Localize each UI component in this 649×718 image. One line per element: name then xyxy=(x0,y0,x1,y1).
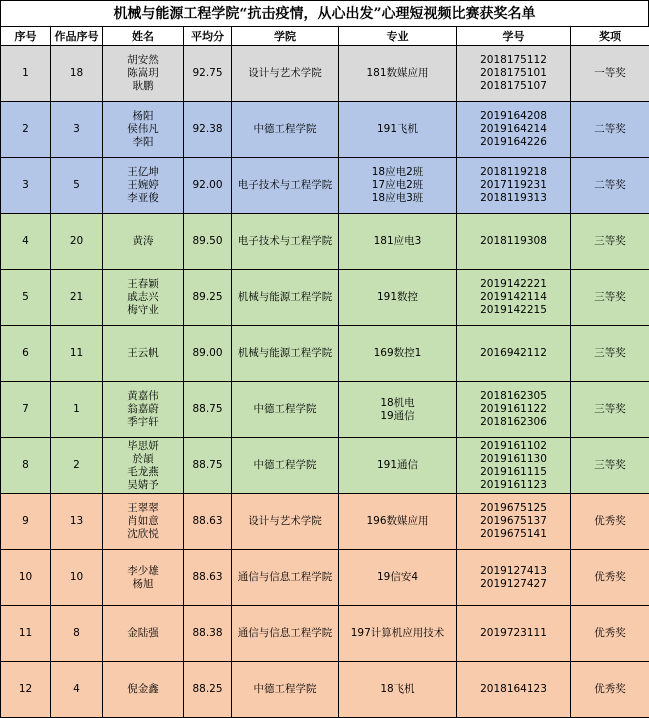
cell-names-line: 黄嘉伟 xyxy=(103,390,183,403)
cell-score: 92.00 xyxy=(184,158,232,214)
cell-student-ids-line: 2019161130 xyxy=(457,453,570,466)
cell-major-line: 18飞机 xyxy=(339,683,456,696)
cell-names-line: 吴婧予 xyxy=(103,479,183,492)
cell-names xyxy=(103,550,184,606)
cell-names-line: 肖如意 xyxy=(103,515,183,528)
cell-major-line: 191数控 xyxy=(339,291,456,304)
cell-student-ids xyxy=(457,550,571,606)
table-row xyxy=(1,550,649,606)
cell-names xyxy=(103,662,184,718)
cell-names-line: 戚志兴 xyxy=(103,291,183,304)
cell-names-line: 耿鹏 xyxy=(103,80,183,93)
cell-student-ids xyxy=(457,158,571,214)
cell-no: 11 xyxy=(1,606,51,662)
cell-no: 10 xyxy=(1,550,51,606)
cell-work-no: 21 xyxy=(51,270,103,326)
cell-student-ids-line: 2016942112 xyxy=(457,347,570,360)
cell-major-line: 181数媒应用 xyxy=(339,67,456,80)
cell-major-line: 169数控1 xyxy=(339,347,456,360)
header-work-no: 作品序号 xyxy=(51,27,103,46)
cell-work-no: 5 xyxy=(51,158,103,214)
cell-score: 88.75 xyxy=(184,438,232,494)
cell-names-line: 倪金鑫 xyxy=(103,683,183,696)
cell-work-no: 10 xyxy=(51,550,103,606)
cell-work-no: 8 xyxy=(51,606,103,662)
cell-major-line: 197计算机应用技术 xyxy=(339,627,456,640)
cell-student-ids-line: 2019164226 xyxy=(457,136,570,149)
cell-no: 4 xyxy=(1,214,51,270)
cell-student-ids-line: 2017119231 xyxy=(457,179,570,192)
cell-student-ids-line: 2019161102 xyxy=(457,440,570,453)
cell-student-ids-line: 2019164214 xyxy=(457,123,570,136)
cell-work-no: 13 xyxy=(51,494,103,550)
cell-student-ids xyxy=(457,438,571,494)
table-row xyxy=(1,494,649,550)
cell-major xyxy=(339,270,457,326)
cell-names xyxy=(103,494,184,550)
cell-major xyxy=(339,382,457,438)
cell-names-line: 黄涛 xyxy=(103,235,183,248)
cell-score: 89.25 xyxy=(184,270,232,326)
cell-major xyxy=(339,550,457,606)
cell-score: 88.25 xyxy=(184,662,232,718)
cell-names-line: 梅守业 xyxy=(103,304,183,317)
cell-student-ids xyxy=(457,326,571,382)
cell-student-ids-line: 2019164208 xyxy=(457,110,570,123)
header-name: 姓名 xyxy=(103,27,184,46)
cell-student-ids-line: 2019142114 xyxy=(457,291,570,304)
cell-award: 二等奖 xyxy=(571,158,649,214)
cell-student-ids-line: 2018175107 xyxy=(457,80,570,93)
cell-names-line: 翁嘉蔚 xyxy=(103,403,183,416)
cell-major xyxy=(339,326,457,382)
cell-names xyxy=(103,326,184,382)
cell-names xyxy=(103,382,184,438)
award-table xyxy=(0,26,649,718)
cell-student-ids-line: 2019142215 xyxy=(457,304,570,317)
table-row xyxy=(1,158,649,214)
table-row xyxy=(1,438,649,494)
cell-names-line: 胡安然 xyxy=(103,54,183,67)
cell-work-no: 11 xyxy=(51,326,103,382)
cell-work-no: 4 xyxy=(51,662,103,718)
cell-major-line: 17应电2班 xyxy=(339,179,456,192)
cell-names xyxy=(103,438,184,494)
cell-score: 88.75 xyxy=(184,382,232,438)
cell-student-ids xyxy=(457,102,571,158)
cell-names-line: 李阳 xyxy=(103,136,183,149)
table-row xyxy=(1,270,649,326)
cell-student-ids xyxy=(457,270,571,326)
cell-names xyxy=(103,606,184,662)
cell-work-no: 20 xyxy=(51,214,103,270)
cell-major xyxy=(339,102,457,158)
cell-student-ids-line: 2018175101 xyxy=(457,67,570,80)
cell-names-line: 金陆强 xyxy=(103,627,183,640)
cell-student-ids-line: 2019675125 xyxy=(457,502,570,515)
cell-major-line: 19通信 xyxy=(339,410,456,423)
cell-student-ids-line: 2019127413 xyxy=(457,565,570,578)
cell-major-line: 18机电 xyxy=(339,397,456,410)
cell-no: 2 xyxy=(1,102,51,158)
table-row xyxy=(1,606,649,662)
cell-student-ids-line: 2019161123 xyxy=(457,479,570,492)
header-score: 平均分 xyxy=(184,27,232,46)
cell-names xyxy=(103,158,184,214)
cell-names-line: 王春颖 xyxy=(103,278,183,291)
cell-no: 3 xyxy=(1,158,51,214)
cell-no: 9 xyxy=(1,494,51,550)
cell-names-line: 於頡 xyxy=(103,453,183,466)
cell-student-ids-line: 2018119308 xyxy=(457,235,570,248)
cell-major xyxy=(339,494,457,550)
cell-no: 5 xyxy=(1,270,51,326)
table-row xyxy=(1,102,649,158)
header-award: 奖项 xyxy=(571,27,649,46)
cell-college: 设计与艺术学院 xyxy=(232,46,339,102)
cell-names-line: 王翠翠 xyxy=(103,502,183,515)
table-row xyxy=(1,662,649,718)
cell-names-line: 王亿坤 xyxy=(103,166,183,179)
header-student-id: 学号 xyxy=(457,27,571,46)
cell-names-line: 杨阳 xyxy=(103,110,183,123)
cell-college: 机械与能源工程学院 xyxy=(232,270,339,326)
cell-student-ids-line: 2018162306 xyxy=(457,416,570,429)
cell-student-ids-line: 2019161115 xyxy=(457,466,570,479)
cell-student-ids-line: 2018119218 xyxy=(457,166,570,179)
cell-names-line: 陈嵩玥 xyxy=(103,67,183,80)
cell-student-ids xyxy=(457,662,571,718)
cell-student-ids-line: 2018164123 xyxy=(457,683,570,696)
cell-student-ids-line: 2019675137 xyxy=(457,515,570,528)
cell-student-ids-line: 2019675141 xyxy=(457,528,570,541)
cell-work-no: 1 xyxy=(51,382,103,438)
table-row xyxy=(1,382,649,438)
cell-no: 6 xyxy=(1,326,51,382)
cell-student-ids xyxy=(457,494,571,550)
cell-college: 电子技术与工程学院 xyxy=(232,214,339,270)
table-body xyxy=(1,46,649,718)
cell-student-ids xyxy=(457,46,571,102)
cell-award: 三等奖 xyxy=(571,438,649,494)
cell-no: 1 xyxy=(1,46,51,102)
cell-names-line: 李少雄 xyxy=(103,565,183,578)
cell-score: 92.38 xyxy=(184,102,232,158)
cell-award: 三等奖 xyxy=(571,326,649,382)
cell-major xyxy=(339,46,457,102)
cell-college: 中德工程学院 xyxy=(232,662,339,718)
cell-score: 89.00 xyxy=(184,326,232,382)
header-college: 学院 xyxy=(232,27,339,46)
cell-college: 中德工程学院 xyxy=(232,102,339,158)
cell-no: 7 xyxy=(1,382,51,438)
cell-award: 一等奖 xyxy=(571,46,649,102)
cell-work-no: 2 xyxy=(51,438,103,494)
cell-names-line: 侯伟凡 xyxy=(103,123,183,136)
cell-work-no: 3 xyxy=(51,102,103,158)
cell-names-line: 王云帆 xyxy=(103,347,183,360)
cell-work-no: 18 xyxy=(51,46,103,102)
cell-names-line: 王婉婷 xyxy=(103,179,183,192)
cell-student-ids xyxy=(457,382,571,438)
header-no: 序号 xyxy=(1,27,51,46)
cell-major xyxy=(339,606,457,662)
cell-student-ids-line: 2019142221 xyxy=(457,278,570,291)
cell-major-line: 18应电3班 xyxy=(339,192,456,205)
cell-college: 中德工程学院 xyxy=(232,382,339,438)
header-major: 专业 xyxy=(339,27,457,46)
cell-student-ids-line: 2018162305 xyxy=(457,390,570,403)
cell-college: 机械与能源工程学院 xyxy=(232,326,339,382)
cell-major-line: 181应电3 xyxy=(339,235,456,248)
cell-award: 优秀奖 xyxy=(571,494,649,550)
cell-major-line: 18应电2班 xyxy=(339,166,456,179)
table-row xyxy=(1,326,649,382)
cell-student-ids-line: 2019161122 xyxy=(457,403,570,416)
cell-major-line: 191通信 xyxy=(339,459,456,472)
cell-college: 通信与信息工程学院 xyxy=(232,606,339,662)
cell-student-ids-line: 2019127427 xyxy=(457,578,570,591)
cell-names xyxy=(103,270,184,326)
cell-major xyxy=(339,438,457,494)
cell-college: 中德工程学院 xyxy=(232,438,339,494)
cell-award: 三等奖 xyxy=(571,270,649,326)
cell-score: 88.63 xyxy=(184,550,232,606)
cell-names-line: 季宇轩 xyxy=(103,416,183,429)
cell-names xyxy=(103,102,184,158)
cell-names-line: 杨旭 xyxy=(103,578,183,591)
cell-student-ids xyxy=(457,606,571,662)
cell-award: 优秀奖 xyxy=(571,550,649,606)
cell-names-line: 毛龙燕 xyxy=(103,466,183,479)
cell-major-line: 191飞机 xyxy=(339,123,456,136)
cell-major xyxy=(339,662,457,718)
cell-major xyxy=(339,214,457,270)
cell-student-ids-line: 2019723111 xyxy=(457,627,570,640)
header-row xyxy=(1,27,649,46)
cell-score: 92.75 xyxy=(184,46,232,102)
cell-award: 二等奖 xyxy=(571,102,649,158)
cell-names xyxy=(103,214,184,270)
cell-score: 88.38 xyxy=(184,606,232,662)
cell-student-ids-line: 2018119313 xyxy=(457,192,570,205)
sheet-title: 机械与能源工程学院“抗击疫情，从心出发”心理短视频比赛获奖名单 xyxy=(0,0,649,26)
cell-major-line: 196数媒应用 xyxy=(339,515,456,528)
cell-award: 三等奖 xyxy=(571,382,649,438)
cell-award: 三等奖 xyxy=(571,214,649,270)
cell-college: 电子技术与工程学院 xyxy=(232,158,339,214)
cell-award: 优秀奖 xyxy=(571,606,649,662)
cell-college: 通信与信息工程学院 xyxy=(232,550,339,606)
table-row xyxy=(1,46,649,102)
cell-score: 89.50 xyxy=(184,214,232,270)
cell-major-line: 19信安4 xyxy=(339,571,456,584)
cell-names-line: 沈欣悦 xyxy=(103,528,183,541)
cell-college: 设计与艺术学院 xyxy=(232,494,339,550)
cell-no: 12 xyxy=(1,662,51,718)
cell-names-line: 毕思妍 xyxy=(103,440,183,453)
cell-student-ids xyxy=(457,214,571,270)
cell-no: 8 xyxy=(1,438,51,494)
table-row xyxy=(1,214,649,270)
cell-student-ids-line: 2018175112 xyxy=(457,54,570,67)
cell-award: 优秀奖 xyxy=(571,662,649,718)
cell-names-line: 李亚俊 xyxy=(103,192,183,205)
cell-score: 88.63 xyxy=(184,494,232,550)
cell-names xyxy=(103,46,184,102)
cell-major xyxy=(339,158,457,214)
